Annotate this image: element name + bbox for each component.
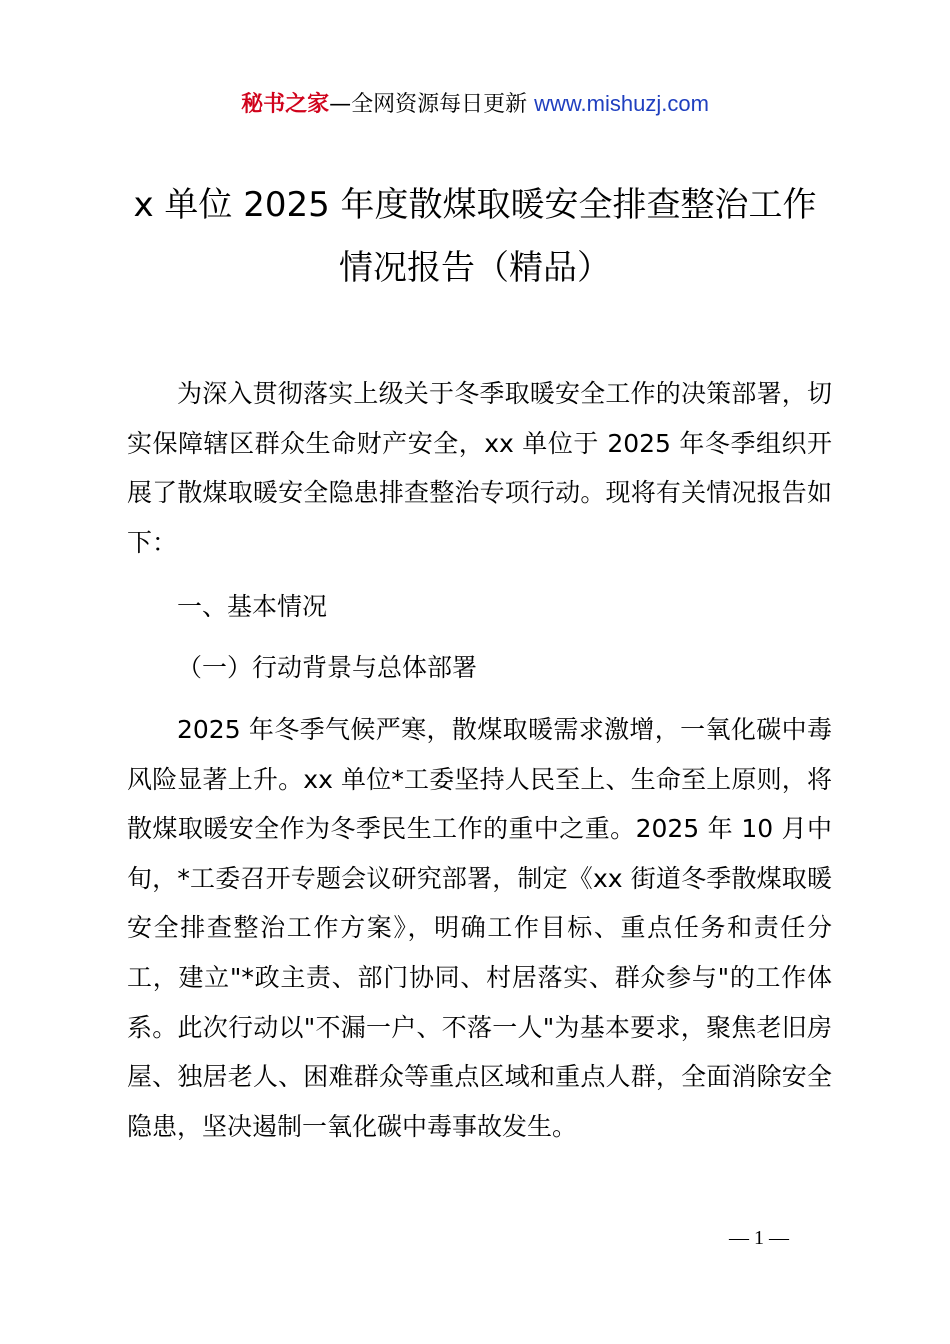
document-title <box>0 180 950 293</box>
banner-tagline: —全网资源每日更新 <box>329 92 535 117</box>
section-heading: 一、基本情况 <box>177 592 328 621</box>
site-banner <box>0 86 950 123</box>
subsection-heading: （一）行动背景与总体部署 <box>177 653 478 682</box>
brand-name: 秘书之家 <box>241 92 330 117</box>
title-line-2: 情况报告（精品） <box>339 248 611 288</box>
title-line-1: x 单位 2025 年度散煤取暖安全排查整治工作 <box>133 185 817 225</box>
site-url-link[interactable]: www.mishuzj.com <box>534 91 709 116</box>
background-paragraph: 2025 年冬季气候严寒，散煤取暖需求激增，一氧化碳中毒风险显著上升。xx 单位*工委坚持人民至上、生命至上原则，将散煤取暖安全作为冬季民生工作的重中之重。2025 年 10 月中旬，*工委召开专题会议研究部署，制定《xx 街道冬季散煤取暖安全排查整治工作方案》，明确工作目标、重点任务和责任分工，建立"*政主责、部门协同、村居落实、群众参与"的工作体系。此次行动以"不漏一户、不落一人"为基本要求，聚焦老旧房屋、独居老人、困难群众等重点区域和重点人群，全面消除安全隐患，坚决遏制一氧化碳中毒事故发生。 <box>127 715 832 1141</box>
page-number: — 1 — <box>729 1227 789 1249</box>
intro-paragraph: 为深入贯彻落实上级关于冬季取暖安全工作的决策部署，切实保障辖区群众生命财产安全，xx 单位于 2025 年冬季组织开展了散煤取暖安全隐患排查整治专项行动。现将有关情况报告如下： <box>127 379 832 557</box>
